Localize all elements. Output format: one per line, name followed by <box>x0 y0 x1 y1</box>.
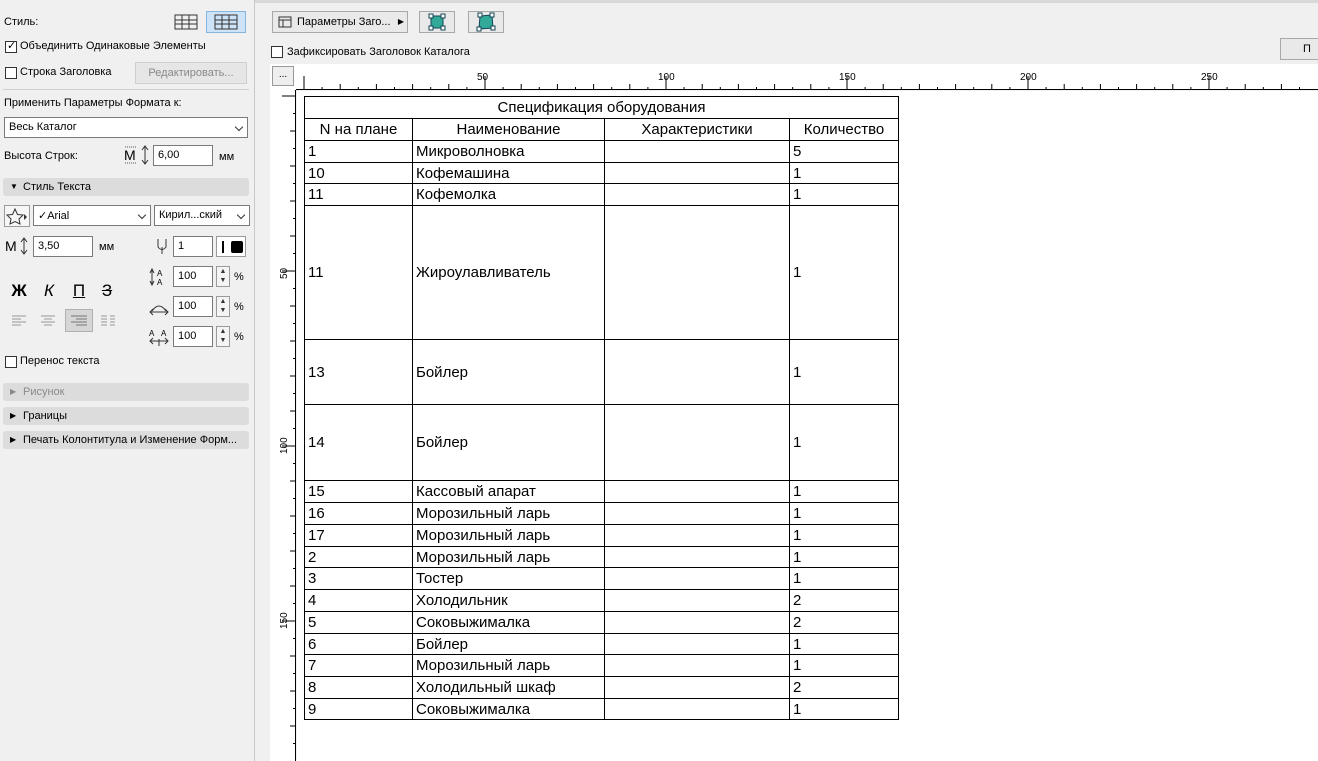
cell-number: 4 <box>305 590 413 612</box>
italic-button[interactable]: К <box>43 281 55 300</box>
style-label: Стиль: <box>4 16 39 28</box>
transform-frame-button[interactable] <box>468 11 504 33</box>
cell-name: Холодильник <box>413 590 605 612</box>
table-row[interactable] <box>305 655 899 677</box>
cell-number: 13 <box>305 340 413 405</box>
cell-quantity: 1 <box>790 206 899 340</box>
cell-number: 14 <box>305 405 413 481</box>
table-row[interactable] <box>305 699 899 720</box>
cell-name: Кассовый апарат <box>413 481 605 503</box>
char-spacing-spinner[interactable]: ▲ ▼ <box>216 326 230 347</box>
table-style-plain-button[interactable] <box>171 11 201 33</box>
text-size-unit: мм <box>99 241 115 253</box>
section-text-style-label: Стиль Текста <box>23 181 92 193</box>
cell-characteristics <box>605 481 790 503</box>
chevron-right-icon: ▶ <box>10 411 17 420</box>
charset-select[interactable]: Кирил...ский <box>154 205 250 226</box>
cell-number: 9 <box>305 699 413 720</box>
table-row[interactable] <box>305 568 899 590</box>
fix-header-label: Зафиксировать Заголовок Каталога <box>287 46 470 58</box>
chevron-right-icon: ▶ <box>10 387 17 396</box>
top-strip <box>255 0 1318 3</box>
section-print-header-label: Печать Колонтитула и Изменение Форм... <box>23 434 238 446</box>
char-spacing-icon <box>148 327 170 347</box>
cell-characteristics <box>605 655 790 677</box>
text-size-icon <box>4 236 32 256</box>
table-row[interactable] <box>305 184 899 206</box>
width-factor-icon <box>148 297 170 317</box>
cell-number: 7 <box>305 655 413 677</box>
char-spacing-input[interactable]: 100 <box>173 326 213 347</box>
table-row[interactable] <box>305 163 899 184</box>
table-style-grid-button[interactable] <box>206 11 246 33</box>
cell-number: 17 <box>305 525 413 547</box>
svg-text:M: M <box>5 238 17 254</box>
section-picture-label: Рисунок <box>23 386 65 398</box>
ruler-label: 100 <box>279 437 290 454</box>
pen-icon <box>155 237 169 255</box>
cell-characteristics <box>605 590 790 612</box>
apply-format-label: Применить Параметры Формата к: <box>4 97 182 109</box>
cell-number: 3 <box>305 568 413 590</box>
ruler-label: 50 <box>279 267 290 279</box>
frame-select-icon <box>420 12 454 32</box>
cell-quantity: 1 <box>790 547 899 568</box>
column-header-number: N на плане <box>305 119 413 141</box>
cell-characteristics <box>605 206 790 340</box>
header-params-button[interactable] <box>272 11 408 33</box>
chevron-down-icon: ▼ <box>10 182 18 191</box>
cell-quantity: 1 <box>790 184 899 206</box>
cell-name: Морозильный ларь <box>413 547 605 568</box>
table-header-icon <box>278 16 292 28</box>
percent-label: % <box>234 331 244 343</box>
divider <box>3 89 249 90</box>
cell-quantity: 1 <box>790 481 899 503</box>
cell-characteristics <box>605 612 790 634</box>
cell-characteristics <box>605 141 790 163</box>
svg-text:A: A <box>149 329 155 338</box>
merge-label: Объединить Одинаковые Элементы <box>20 40 206 52</box>
strikethrough-button[interactable]: З <box>101 281 113 300</box>
more-options-button[interactable]: ... <box>272 66 294 86</box>
percent-label: % <box>234 271 244 283</box>
table-row[interactable] <box>305 634 899 655</box>
cell-characteristics <box>605 547 790 568</box>
svg-text:M: M <box>124 147 136 163</box>
cell-characteristics <box>605 699 790 720</box>
preview-button[interactable]: П <box>1280 38 1318 60</box>
cell-name: Кофемашина <box>413 163 605 184</box>
table-row[interactable] <box>305 612 899 634</box>
column-header-characteristics: Характеристики <box>605 119 790 141</box>
cell-name: Морозильный ларь <box>413 503 605 525</box>
svg-text:A: A <box>161 329 167 338</box>
cell-name: Бойлер <box>413 634 605 655</box>
cell-number: 10 <box>305 163 413 184</box>
cell-number: 15 <box>305 481 413 503</box>
cell-number: 16 <box>305 503 413 525</box>
pen-line-icon <box>222 241 224 253</box>
grid-icon <box>207 12 245 32</box>
row-height-unit: мм <box>219 151 235 163</box>
cell-quantity: 1 <box>790 405 899 481</box>
align-right-button[interactable] <box>65 309 93 332</box>
width-factor-spinner[interactable]: ▲ ▼ <box>216 296 230 317</box>
equipment-schedule-table[interactable] <box>304 96 899 720</box>
section-borders[interactable] <box>3 407 249 425</box>
ruler-label: 150 <box>279 612 290 629</box>
section-borders-label: Границы <box>23 410 67 422</box>
cell-name: Бойлер <box>413 340 605 405</box>
table-row[interactable] <box>305 503 899 525</box>
apply-format-select[interactable]: Весь Каталог <box>4 117 248 138</box>
cell-name: Кофемолка <box>413 184 605 206</box>
align-left-icon[interactable] <box>10 314 28 328</box>
cell-name: Бойлер <box>413 405 605 481</box>
line-spacing-spinner[interactable]: ▲ ▼ <box>216 266 230 287</box>
align-center-icon[interactable] <box>39 314 57 328</box>
table-row[interactable] <box>305 590 899 612</box>
select-frame-button[interactable] <box>419 11 455 33</box>
cell-quantity: 1 <box>790 525 899 547</box>
cell-quantity: 1 <box>790 655 899 677</box>
font-select[interactable]: ✓Arial <box>33 205 151 226</box>
wrap-text-checkbox[interactable] <box>5 356 17 368</box>
merge-checkbox[interactable] <box>5 41 17 53</box>
edit-button[interactable]: Редактировать... <box>135 62 247 84</box>
settings-panel <box>0 0 254 761</box>
row-height-input[interactable]: 6,00 <box>153 145 213 166</box>
cell-number: 6 <box>305 634 413 655</box>
align-right-icon <box>66 310 92 331</box>
ruler-label: 250 <box>1201 72 1218 83</box>
bold-button[interactable]: Ж <box>11 281 27 300</box>
chevron-right-icon: ▶ <box>10 435 17 444</box>
color-swatch-icon <box>231 241 243 253</box>
cell-number: 8 <box>305 677 413 699</box>
table-row[interactable] <box>305 547 899 568</box>
table-row[interactable] <box>305 206 899 340</box>
chevron-right-icon: ▶ <box>397 17 404 26</box>
cell-name: Микроволновка <box>413 141 605 163</box>
cell-quantity: 5 <box>790 141 899 163</box>
text-size-input[interactable]: 3,50 <box>33 236 93 257</box>
align-justify-icon[interactable] <box>99 314 117 328</box>
cell-characteristics <box>605 525 790 547</box>
table-row[interactable] <box>305 405 899 481</box>
toolbar <box>255 0 1318 64</box>
cell-quantity: 1 <box>790 699 899 720</box>
cell-name: Соковыжималка <box>413 612 605 634</box>
panel-splitter[interactable] <box>254 0 270 761</box>
header-row-checkbox[interactable] <box>5 67 17 79</box>
section-print-header[interactable] <box>3 431 249 449</box>
svg-text:A: A <box>157 278 163 287</box>
cell-number: 11 <box>305 206 413 340</box>
grid-icon <box>171 11 201 33</box>
cell-characteristics <box>605 405 790 481</box>
percent-label: % <box>234 301 244 313</box>
cell-quantity: 1 <box>790 568 899 590</box>
favorites-button[interactable] <box>4 205 30 227</box>
cell-name: Жироулавливатель <box>413 206 605 340</box>
wrap-text-label: Перенос текста <box>20 355 100 367</box>
cell-name: Соковыжималка <box>413 699 605 720</box>
cell-quantity: 2 <box>790 590 899 612</box>
line-spacing-icon <box>148 267 170 287</box>
star-icon <box>5 206 29 226</box>
table-row[interactable] <box>305 340 899 405</box>
cell-quantity: 1 <box>790 503 899 525</box>
cell-characteristics <box>605 340 790 405</box>
section-text-style[interactable] <box>3 178 249 196</box>
section-picture[interactable] <box>3 383 249 401</box>
ruler-label: 200 <box>1020 72 1037 83</box>
cell-characteristics <box>605 163 790 184</box>
column-header-quantity: Количество <box>790 119 899 141</box>
cell-quantity: 1 <box>790 163 899 184</box>
cell-quantity: 2 <box>790 612 899 634</box>
cell-quantity: 1 <box>790 634 899 655</box>
ruler-label: 100 <box>658 72 675 83</box>
pen-color-button[interactable] <box>216 236 246 257</box>
table-row[interactable] <box>305 481 899 503</box>
table-row[interactable] <box>305 525 899 547</box>
cell-quantity: 1 <box>790 340 899 405</box>
width-factor-input[interactable]: 100 <box>173 296 213 317</box>
cell-quantity: 2 <box>790 677 899 699</box>
cell-characteristics <box>605 677 790 699</box>
cell-number: 1 <box>305 141 413 163</box>
frame-transform-icon <box>469 12 503 32</box>
row-height-label: Высота Строк: <box>4 150 78 162</box>
ruler-label: 150 <box>839 72 856 83</box>
fix-header-checkbox[interactable] <box>271 46 283 58</box>
cell-name: Холодильный шкаф <box>413 677 605 699</box>
cell-characteristics <box>605 184 790 206</box>
header-params-label: Параметры Заго... <box>297 16 391 28</box>
cell-characteristics <box>605 568 790 590</box>
line-spacing-input[interactable]: 100 <box>173 266 213 287</box>
ruler-label: 50 <box>477 72 489 83</box>
cell-name: Морозильный ларь <box>413 525 605 547</box>
column-header-name: Наименование <box>413 119 605 141</box>
row-height-icon <box>123 145 151 165</box>
cell-characteristics <box>605 634 790 655</box>
vertical-ruler <box>270 90 296 761</box>
schedule-title: Спецификация оборудования <box>305 97 899 119</box>
horizontal-ruler <box>296 64 1318 90</box>
cell-characteristics <box>605 503 790 525</box>
header-row-label: Строка Заголовка <box>20 66 112 78</box>
underline-button[interactable]: П <box>72 281 86 300</box>
table-row[interactable] <box>305 677 899 699</box>
table-row[interactable] <box>305 141 899 163</box>
pen-input[interactable]: 1 <box>173 236 213 257</box>
cell-name: Морозильный ларь <box>413 655 605 677</box>
cell-number: 11 <box>305 184 413 206</box>
cell-number: 5 <box>305 612 413 634</box>
svg-text:A: A <box>157 269 163 278</box>
cell-name: Тостер <box>413 568 605 590</box>
cell-number: 2 <box>305 547 413 568</box>
